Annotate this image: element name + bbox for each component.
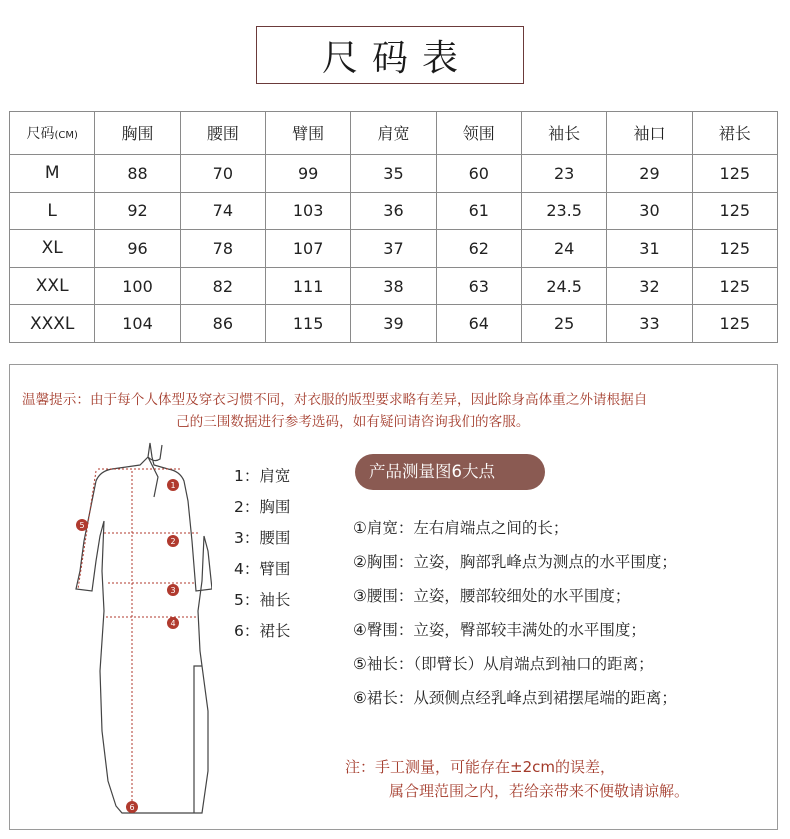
diagram-legend bbox=[234, 461, 290, 647]
size-cell: M bbox=[10, 154, 95, 192]
value-cell: 92 bbox=[95, 192, 180, 230]
value-cell: 23.5 bbox=[521, 192, 606, 230]
value-cell: 32 bbox=[607, 267, 692, 305]
value-cell: 36 bbox=[351, 192, 436, 230]
marker-label: 5 bbox=[79, 521, 85, 530]
value-cell: 96 bbox=[95, 230, 180, 268]
value-cell: 115 bbox=[265, 305, 350, 343]
size-table bbox=[9, 111, 778, 343]
legend-item: 4：臂围 bbox=[234, 560, 291, 578]
value-cell: 70 bbox=[180, 154, 265, 192]
value-cell: 37 bbox=[351, 230, 436, 268]
value-cell: 125 bbox=[692, 154, 777, 192]
value-cell: 63 bbox=[436, 267, 521, 305]
marker-label: 2 bbox=[170, 537, 176, 546]
value-cell: 74 bbox=[180, 192, 265, 230]
table-row bbox=[10, 305, 778, 343]
table-header-row bbox=[10, 112, 778, 155]
value-cell: 39 bbox=[351, 305, 436, 343]
dress-outline-icon bbox=[76, 443, 212, 813]
header-cell: 肩宽 bbox=[351, 112, 436, 155]
measurement-panel bbox=[9, 364, 778, 830]
tip-line-2: 己的三围数据进行参考选码，如有疑问请咨询我们的客服。 bbox=[176, 414, 530, 430]
value-cell: 29 bbox=[607, 154, 692, 192]
value-cell: 125 bbox=[692, 267, 777, 305]
header-cell: 袖口 bbox=[607, 112, 692, 155]
value-cell: 99 bbox=[265, 154, 350, 192]
value-cell: 24 bbox=[521, 230, 606, 268]
marker-label: 3 bbox=[170, 586, 176, 595]
header-cell: 裙长 bbox=[692, 112, 777, 155]
tip-line-1: 温馨提示：由于每个人体型及穿衣习惯不同，对衣服的版型要求略有差异，因此除身高体重之外请根据自 bbox=[22, 392, 648, 408]
legend-item: 5：袖长 bbox=[234, 591, 291, 609]
header-cell: 臂围 bbox=[265, 112, 350, 155]
table-row bbox=[10, 230, 778, 268]
value-cell: 125 bbox=[692, 305, 777, 343]
legend-item: 3：腰围 bbox=[234, 529, 291, 547]
value-cell: 31 bbox=[607, 230, 692, 268]
header-cell: 领围 bbox=[436, 112, 521, 155]
definition-item: ②胸围：立姿，胸部乳峰点为测点的水平围度； bbox=[353, 553, 677, 571]
definition-item: ⑥裙长：从颈侧点经乳峰点到裙摆尾端的距离； bbox=[353, 689, 677, 707]
size-cell: L bbox=[10, 192, 95, 230]
size-cell: XL bbox=[10, 230, 95, 268]
definition-item: ④臀围：立姿，臀部较丰满处的水平围度； bbox=[353, 621, 646, 639]
definition-item: ①肩宽：左右肩端点之间的长； bbox=[353, 519, 569, 537]
header-cell: 腰围 bbox=[180, 112, 265, 155]
value-cell: 107 bbox=[265, 230, 350, 268]
note-text bbox=[345, 755, 689, 803]
measurement-definitions bbox=[353, 511, 677, 715]
table-row bbox=[10, 154, 778, 192]
value-cell: 125 bbox=[692, 192, 777, 230]
value-cell: 100 bbox=[95, 267, 180, 305]
value-cell: 24.5 bbox=[521, 267, 606, 305]
value-cell: 38 bbox=[351, 267, 436, 305]
header-cell: 袖长 bbox=[521, 112, 606, 155]
marker-label: 6 bbox=[129, 803, 135, 812]
note-line-2: 属合理范围之内，若给亲带来不便敬请谅解。 bbox=[389, 782, 690, 800]
value-cell: 61 bbox=[436, 192, 521, 230]
value-cell: 33 bbox=[607, 305, 692, 343]
definition-item: ③腰围：立姿，腰部较细处的水平围度； bbox=[353, 587, 631, 605]
value-cell: 82 bbox=[180, 267, 265, 305]
legend-item: 1：肩宽 bbox=[234, 467, 291, 485]
table-row bbox=[10, 192, 778, 230]
header-cell: 胸围 bbox=[95, 112, 180, 155]
value-cell: 25 bbox=[521, 305, 606, 343]
legend-item: 6：裙长 bbox=[234, 622, 291, 640]
table-row bbox=[10, 267, 778, 305]
value-cell: 60 bbox=[436, 154, 521, 192]
size-cell: XXL bbox=[10, 267, 95, 305]
measurement-badge: 产品测量图6大点 bbox=[355, 454, 545, 490]
note-line-1: 注：手工测量，可能存在±2cm的误差， bbox=[345, 758, 615, 776]
value-cell: 111 bbox=[265, 267, 350, 305]
marker-label: 1 bbox=[170, 481, 176, 490]
value-cell: 30 bbox=[607, 192, 692, 230]
value-cell: 62 bbox=[436, 230, 521, 268]
page-title: 尺码表 bbox=[321, 37, 472, 79]
header-size: 尺码(CM) bbox=[10, 112, 95, 155]
definition-item: ⑤袖长：（即臂长）从肩端点到袖口的距离； bbox=[353, 655, 654, 673]
value-cell: 86 bbox=[180, 305, 265, 343]
value-cell: 104 bbox=[95, 305, 180, 343]
size-cell: XXXL bbox=[10, 305, 95, 343]
value-cell: 88 bbox=[95, 154, 180, 192]
value-cell: 125 bbox=[692, 230, 777, 268]
value-cell: 35 bbox=[351, 154, 436, 192]
value-cell: 78 bbox=[180, 230, 265, 268]
value-cell: 103 bbox=[265, 192, 350, 230]
value-cell: 23 bbox=[521, 154, 606, 192]
value-cell: 64 bbox=[436, 305, 521, 343]
dress-diagram bbox=[62, 441, 212, 821]
title-box bbox=[256, 26, 524, 84]
marker-label: 4 bbox=[170, 619, 176, 628]
legend-item: 2：胸围 bbox=[234, 498, 291, 516]
marker-group bbox=[76, 479, 179, 813]
tip-text bbox=[22, 389, 770, 433]
